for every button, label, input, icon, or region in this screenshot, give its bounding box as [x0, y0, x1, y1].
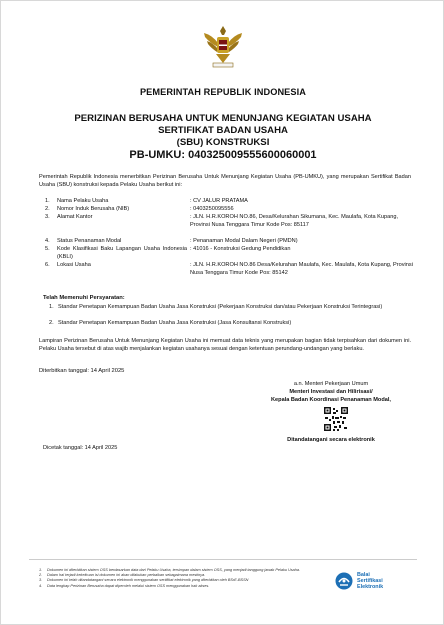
field-number: 3. [45, 214, 50, 220]
document-subtitle: SERTIFIKAT BADAN USAHA [158, 125, 288, 136]
field-number: 5. [45, 246, 50, 252]
field-label: Status Penanaman Modal [57, 238, 122, 244]
field-value: : CV JALUR PRATAMA [190, 198, 248, 204]
requirement-number: 2. [49, 320, 54, 326]
signature-line-1: a.n. Menteri Pekerjaan Umum [293, 381, 369, 387]
field-number: 4. [45, 238, 50, 244]
field-value: : JLN. H.R.KOROH NO.86, Desa/Kelurahan Sikumana, Kec. Maulafa, Kota Kupang, Provinsi Nusa Tenggara Timur Kode Pos: 85117 [190, 214, 399, 228]
signature-line-3-text: Kepala Badan Koordinasi Penanaman Modal, [271, 397, 391, 403]
field-value: : 41016 - Konstruksi Gedung Pendidikan [190, 246, 291, 252]
document-title: PERIZINAN BERUSAHA UNTUK MENUNJANG KEGIATAN USAHA [74, 113, 372, 124]
garuda-emblem-icon [202, 23, 244, 69]
footer-note-text: Dalam hal terjadi kekeliruan isi dokumen ini akan dilakukan perbaikan sebagaimana mestinya. [47, 573, 206, 578]
footer-note [39, 584, 329, 589]
footer-note-number: 2. [39, 573, 43, 578]
qr-code-icon [324, 407, 348, 431]
footer-note-number: 1. [39, 568, 43, 572]
signature-line-2 [251, 389, 411, 397]
footer-note-text: Dokumen ini diterbitkan sistem OSS berdasarkan data dari Pelaku Usaha, tersimpan dalam sistem OSS, yang menjadi tanggung jawab Pelaku Usaha. [47, 568, 301, 572]
bse-logo-text [357, 572, 383, 591]
bse-line-1: Balai [357, 572, 370, 578]
field-label: Lokasi Usaha [57, 262, 91, 268]
footer-notes [39, 568, 329, 589]
annex-paragraph: Lampiran Perizinan Berusaha Untuk Menunjang Kegiatan Usaha ini memuat data teknis yang merupakan bagian tidak terpisahkan dari dokumen ini. Pelaku Usaha tersebut di atas wajib menjalankan kegiatan usahanya sesuai dengan ketentuan perundang-undangan yang berlaku. [39, 338, 411, 353]
signature-line-3 [251, 397, 411, 405]
government-title: PEMERINTAH REPUBLIK INDONESIA [139, 87, 307, 97]
field-value: : Penanaman Modal Dalam Negeri (PMDN) [190, 238, 298, 244]
footer-note-text: Data lengkap Perizinan Berusaha dapat diperoleh melalui sistem OSS menggunakan hak akses. [47, 583, 210, 588]
field-value: : 0403250095556 [190, 206, 234, 212]
pb-umku-number: PB-UMKU: 040325009555600060001 [129, 149, 317, 161]
footer [29, 559, 417, 604]
requirement-text: Standar Penetapan Kemampuan Badan Usaha Jasa Konstruksi (Jasa Konsultansi Konstruksi) [58, 320, 292, 326]
field-number: 6. [45, 262, 50, 268]
field-number: 1. [45, 198, 50, 204]
bse-line-3: Elektronik [357, 584, 384, 591]
bse-logo-icon [335, 572, 353, 590]
field-label: Nama Pelaku Usaha [57, 198, 109, 204]
field-label: Alamat Kantor [57, 214, 93, 220]
issued-date: Diterbitkan tanggal: 14 April 2025 [39, 368, 125, 374]
requirement-text: Standar Penetapan Kemampuan Badan Usaha Jasa Konstruksi (Pekerjaan Konstruksi dan/atau Pekerjaan Konstruksi Terintegrasi) [58, 304, 383, 310]
field-value: : JLN. H.R.KOROH NO.86 Desa/Kelurahan Maulafa, Kec. Maulafa, Kota Kupang, Provinsi Nusa Tenggara Timur Kode Pos: 85142 [190, 262, 413, 276]
signature-line-2-text: Menteri Investasi dan Hilirisasi/ [289, 389, 373, 395]
document-subtitle-sbu: (SBU) KONSTRUKSI [176, 137, 270, 148]
bse-logo [335, 568, 415, 596]
field-number: 2. [45, 206, 50, 212]
requirements-title: Telah Memenuhi Persyaratan: [43, 295, 125, 301]
footer-note-number: 4. [39, 583, 43, 588]
field-label: Kode Klasifikasi Baku Lapangan Usaha Indonesia (KBLI) [57, 246, 187, 260]
footer-note-number: 3. [39, 578, 43, 583]
printed-date: Dicetak tanggal: 14 April 2025 [43, 445, 118, 451]
requirement-number: 1. [49, 304, 54, 310]
intro-paragraph: Pemerintah Republik Indonesia menerbitkan Perizinan Berusaha Untuk Menunjang Kegiatan Usaha (PB-UMKU), yang merupakan Sertifikat Badan Usaha (SBU) konstruksi kepada Pelaku Usaha berikut ini: [39, 174, 411, 189]
bse-line-2: Sertifikasi [357, 578, 383, 585]
field-label: Nomor Induk Berusaha (NIB) [57, 206, 130, 212]
electronic-signature-note: Ditandatangani secara elektronik [287, 437, 375, 443]
footer-note-text: Dokumen ini telah ditandatangani secara elektronik menggunakan sertifikat elektronik yang diterbitkan oleh BSrE-BSSN [47, 578, 249, 583]
